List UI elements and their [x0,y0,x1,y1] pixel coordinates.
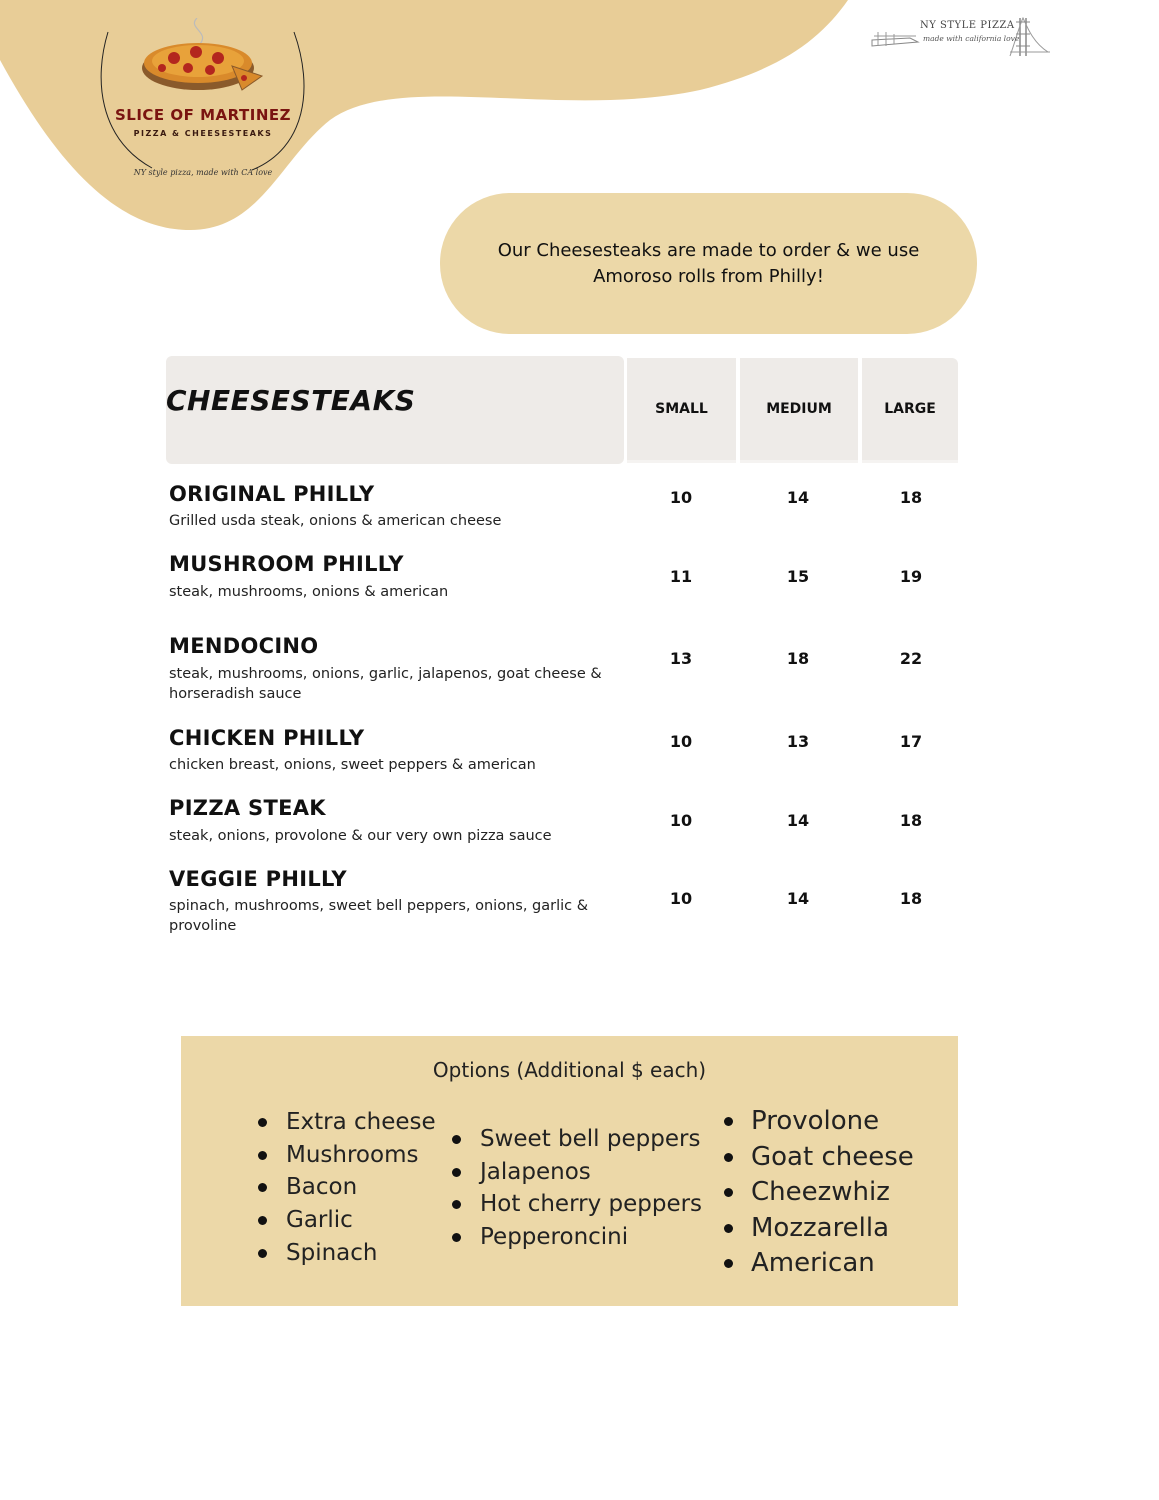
option-item: Spinach [286,1237,436,1270]
price-small: 11 [669,567,693,586]
price-small: 10 [669,889,693,908]
size-header-medium: MEDIUM [740,358,858,463]
price-large: 18 [899,811,923,830]
ny-logo-title: NY STYLE PIZZA [920,20,1015,31]
price-large: 18 [899,488,923,507]
price-large: 22 [899,649,923,668]
options-box [181,1036,958,1306]
price-medium: 14 [786,811,810,830]
menu-item-name: CHICKEN PHILLY [169,726,365,750]
ny-logo-subtitle: made with california love [923,34,1020,43]
section-title: CHEESESTEAKS [166,384,416,417]
price-small: 10 [669,732,693,751]
price-medium: 18 [786,649,810,668]
price-small: 13 [669,649,693,668]
brand-name: SLICE OF MARTINEZ [114,106,292,124]
option-item: Mozzarella [751,1211,914,1247]
price-small: 10 [669,811,693,830]
menu-item-description: Grilled usda steak, onions & american cheese [169,513,502,529]
brand-subtitle: PIZZA & CHEESESTEAKS [133,129,273,138]
menu-item-description: spinach, mushrooms, sweet bell peppers, onions, garlic & provoline [169,898,589,934]
price-large: 18 [899,889,923,908]
menu-item-name: MENDOCINO [169,634,319,658]
price-medium: 14 [786,889,810,908]
price-medium: 14 [786,488,810,507]
option-item: Hot cherry peppers [480,1188,702,1221]
price-medium: 15 [786,567,810,586]
option-item: Sweet bell peppers [480,1123,702,1156]
options-list-3 [751,1104,914,1282]
options-list-2 [480,1123,702,1254]
options-title: Options (Additional $ each) [432,1058,707,1082]
menu-item-name: PIZZA STEAK [169,796,326,820]
menu-item-name: MUSHROOM PHILLY [169,552,404,576]
option-item: Cheezwhiz [751,1175,914,1211]
price-medium: 13 [786,732,810,751]
size-header-large: LARGE [862,358,958,463]
size-header-small: SMALL [627,358,736,463]
option-item: Garlic [286,1204,436,1237]
option-item: Extra cheese [286,1106,436,1139]
option-item: Provolone [751,1104,914,1140]
menu-item-description: steak, mushrooms, onions, garlic, jalapenos, goat cheese & horseradish sauce [169,666,602,702]
option-item: Bacon [286,1171,436,1204]
menu-item-name: VEGGIE PHILLY [169,867,347,891]
price-large: 17 [899,732,923,751]
option-item: Jalapenos [480,1156,702,1189]
menu-item-name: ORIGINAL PHILLY [169,482,375,506]
notice-banner [440,193,977,334]
notice-text: Our Cheesesteaks are made to order & we use Amoroso rolls from Philly! [497,239,920,287]
brand-tagline: NY style pizza, made with CA love [133,168,273,177]
option-item: Mushrooms [286,1139,436,1172]
ny-style-logo [870,12,1052,60]
menu-item-description: steak, mushrooms, onions & american [169,584,449,600]
menu-item-description: chicken breast, onions, sweet peppers & american [169,757,536,773]
option-item: Pepperoncini [480,1221,702,1254]
option-item: American [751,1246,914,1282]
price-small: 10 [669,488,693,507]
price-large: 19 [899,567,923,586]
options-list-1 [286,1106,436,1270]
brand-logo [92,18,314,198]
menu-item-description: steak, onions, provolone & our very own pizza sauce [169,828,552,844]
option-item: Goat cheese [751,1140,914,1176]
